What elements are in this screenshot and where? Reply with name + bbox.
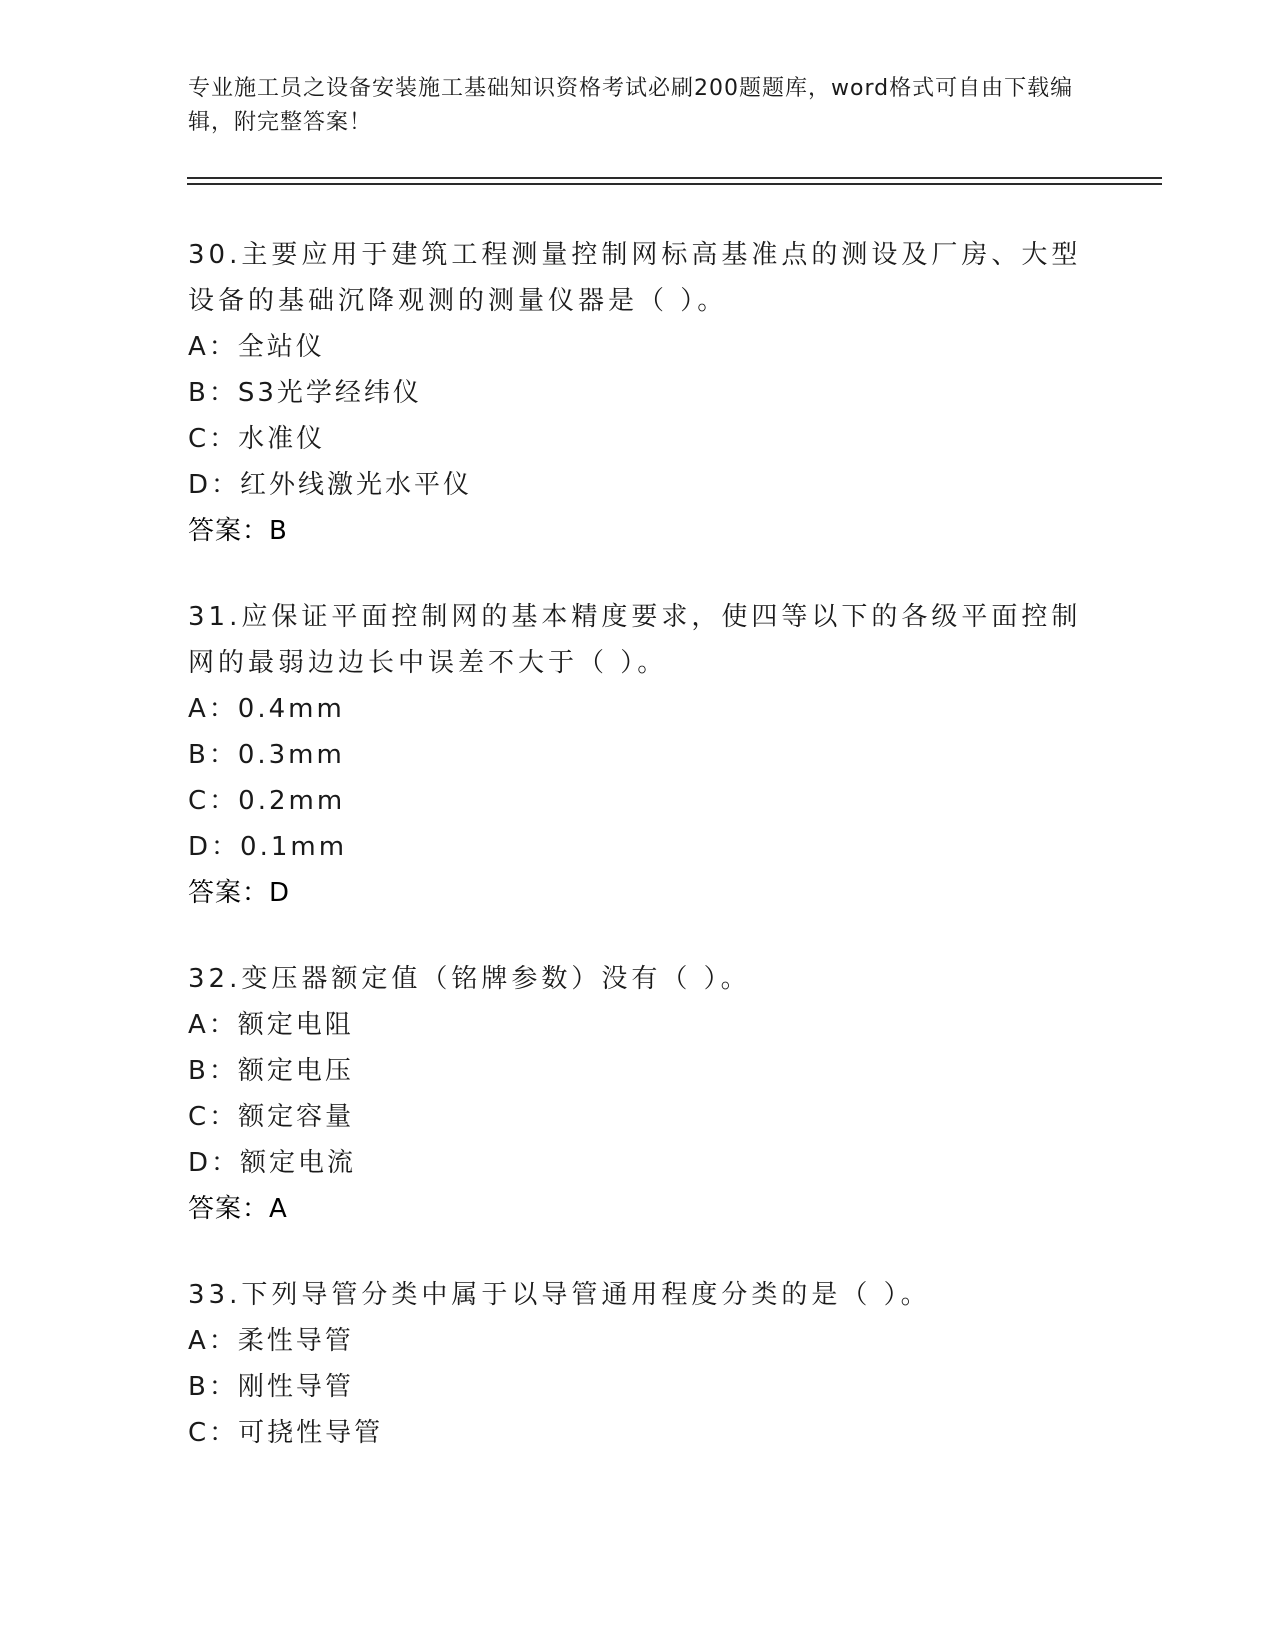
- header-rule-top: [187, 177, 1162, 179]
- option-c: C：额定容量: [188, 1102, 355, 1132]
- option-d: D：红外线激光水平仪: [188, 470, 473, 500]
- option-a: A：全站仪: [188, 332, 325, 362]
- question-30: [188, 232, 1088, 554]
- question-list: [188, 232, 1088, 1496]
- question-stem: 31.应保证平面控制网的基本精度要求，使四等以下的各级平面控制网的最弱边边长中误差不大于（ ）。: [188, 602, 1082, 678]
- option-b: B：额定电压: [188, 1056, 354, 1086]
- option-a: A：0.4mm: [188, 694, 345, 724]
- option-a: A：额定电阻: [188, 1010, 354, 1040]
- question-32: [188, 956, 1088, 1232]
- option-a: A：柔性导管: [188, 1326, 354, 1356]
- option-d: D：0.1mm: [188, 832, 348, 862]
- answer-line: 答案：B: [188, 516, 288, 546]
- answer-line: 答案：D: [188, 878, 291, 908]
- option-d: D：额定电流: [188, 1148, 357, 1178]
- option-b: B：S3光学经纬仪: [188, 378, 422, 408]
- header-title: 专业施工员之设备安装施工基础知识资格考试必刷200题题库，word格式可自由下载编辑，附完整答案！: [188, 76, 1074, 135]
- question-31: [188, 594, 1088, 916]
- option-c: C：可挠性导管: [188, 1418, 384, 1448]
- question-stem: 33.下列导管分类中属于以导管通用程度分类的是（ ）。: [188, 1280, 931, 1310]
- answer-line: 答案：A: [188, 1194, 288, 1224]
- question-33: [188, 1272, 1088, 1456]
- document-header: [188, 72, 1088, 140]
- option-b: B：0.3mm: [188, 740, 345, 770]
- option-b: B：刚性导管: [188, 1372, 354, 1402]
- question-stem: 32.变压器额定值（铭牌参数）没有（ ）。: [188, 964, 751, 994]
- question-stem: 30.主要应用于建筑工程测量控制网标高基准点的测设及厂房、大型设备的基础沉降观测的测量仪器是（ ）。: [188, 240, 1082, 316]
- option-c: C：水准仪: [188, 424, 326, 454]
- option-c: C：0.2mm: [188, 786, 346, 816]
- header-rule-bottom: [187, 183, 1162, 185]
